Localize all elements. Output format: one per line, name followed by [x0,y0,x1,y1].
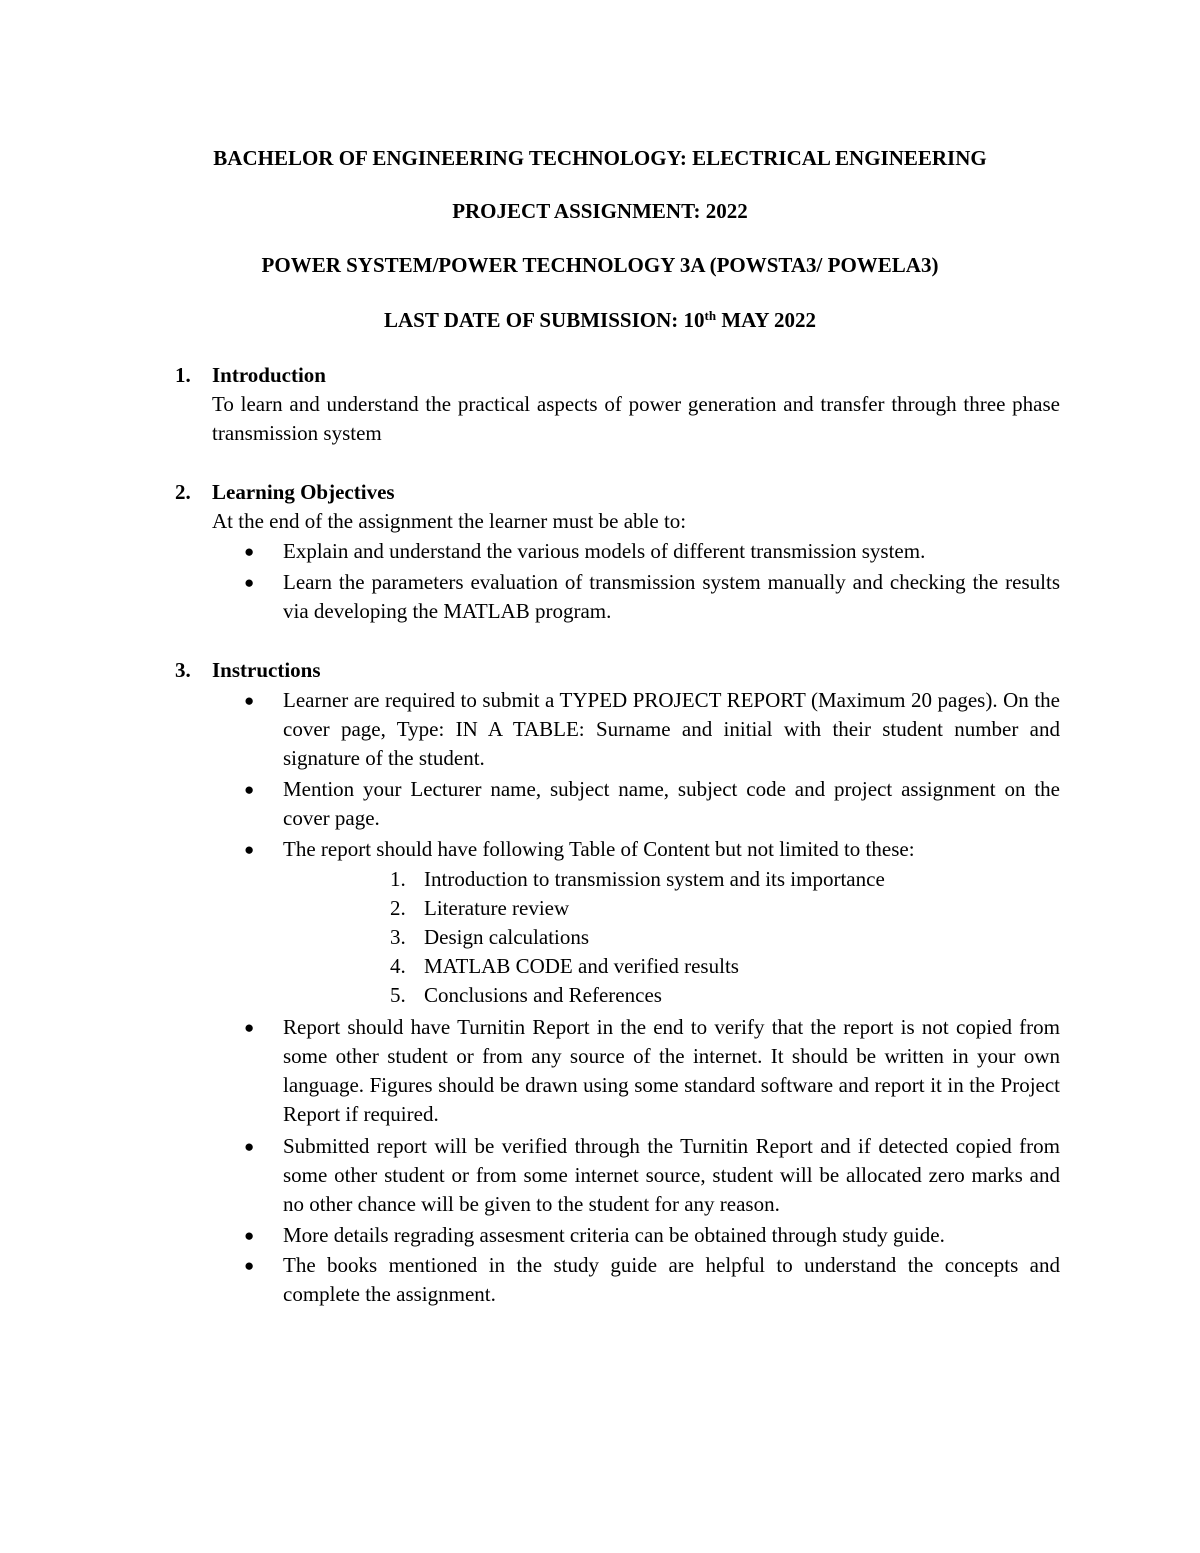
section-heading-objectives [175,479,395,505]
section-heading-introduction [175,362,326,388]
list-item-text: The report should have following Table of Content but not limited to these: [283,837,915,861]
list-item-text: Submitted report will be verified through the Turnitin Report and if detected copied from some other student or from some internet source, student will be allocated zero marks and no other chance will be given to the student for any reason. [283,1134,1060,1216]
list-item-text: More details regrading assesment criteria can be obtained through study guide. [283,1223,945,1247]
assignment-title: PROJECT ASSIGNMENT: 2022 [452,199,748,223]
list-item [244,686,1060,773]
toc-number: 1. [390,867,406,891]
bullet-dot-icon: ● [244,1137,255,1156]
section-number: 2. [175,480,191,504]
submission-suffix: MAY 2022 [716,308,817,332]
objectives-intro: At the end of the assignment the learner must be able to: [212,509,687,533]
list-item [244,835,1060,864]
list-item [244,1251,1060,1309]
toc-item [390,981,662,1010]
degree-title: BACHELOR OF ENGINEERING TECHNOLOGY: ELECTRICAL ENGINEERING [213,146,987,170]
bullet-dot-icon: ● [244,1226,255,1245]
toc-item [390,894,569,923]
toc-number: 4. [390,954,406,978]
bullet-dot-icon: ● [244,780,255,799]
list-item-text: Mention your Lecturer name, subject name, subject code and project assignment on the cover page. [283,777,1060,830]
toc-text: Conclusions and References [424,983,662,1007]
toc-item [390,865,885,894]
list-item-text: Learn the parameters evaluation of transmission system manually and checking the results via developing the MATLAB program. [283,570,1060,623]
toc-text: MATLAB CODE and verified results [424,954,739,978]
bullet-dot-icon: ● [244,840,255,859]
toc-number: 3. [390,925,406,949]
toc-item [390,952,739,981]
list-item [244,1132,1060,1219]
list-item-text: Learner are required to submit a TYPED PROJECT REPORT (Maximum 20 pages). On the cover page, Type: IN A TABLE: Surname and initial with their student number and signature of the student. [283,688,1060,770]
list-item-text: Report should have Turnitin Report in the end to verify that the report is not copied from some other student or from any source of the internet. It should be written in your own language. Figures should be drawn using some standard software and report it in the Project Report if required. [283,1015,1060,1126]
list-item [244,568,1060,626]
list-item [244,1013,1060,1129]
toc-text: Design calculations [424,925,590,949]
submission-prefix: LAST DATE OF SUBMISSION: 10 [383,308,705,332]
section-number: 3. [175,658,191,682]
bullet-dot-icon: ● [244,573,255,592]
section-heading-instructions [175,657,321,683]
bullet-dot-icon: ● [244,691,255,710]
section-number: 1. [175,363,191,387]
toc-item [390,923,589,952]
list-item [244,775,1060,833]
toc-text: Introduction to transmission system and its importance [424,867,885,891]
section-title: Introduction [212,363,326,387]
list-item-text: Explain and understand the various models of different transmission system. [283,539,926,563]
toc-number: 2. [390,896,406,920]
bullet-dot-icon: ● [244,542,255,561]
bullet-dot-icon: ● [244,1256,255,1275]
section-title: Instructions [212,658,321,682]
list-item [244,1221,1060,1250]
subject-title: POWER SYSTEM/POWER TECHNOLOGY 3A (POWSTA3/ POWELA3) [261,253,939,277]
section-title: Learning Objectives [212,480,395,504]
list-item-text: The books mentioned in the study guide are helpful to understand the concepts and complete the assignment. [283,1253,1060,1306]
bullet-dot-icon: ● [244,1018,255,1037]
submission-date [0,307,1200,333]
introduction-text: To learn and understand the practical aspects of power generation and transfer through three phase transmission system [212,392,1060,445]
toc-text: Literature review [424,896,570,920]
toc-number: 5. [390,983,406,1007]
list-item [244,537,1060,566]
submission-sup: th [704,308,717,323]
